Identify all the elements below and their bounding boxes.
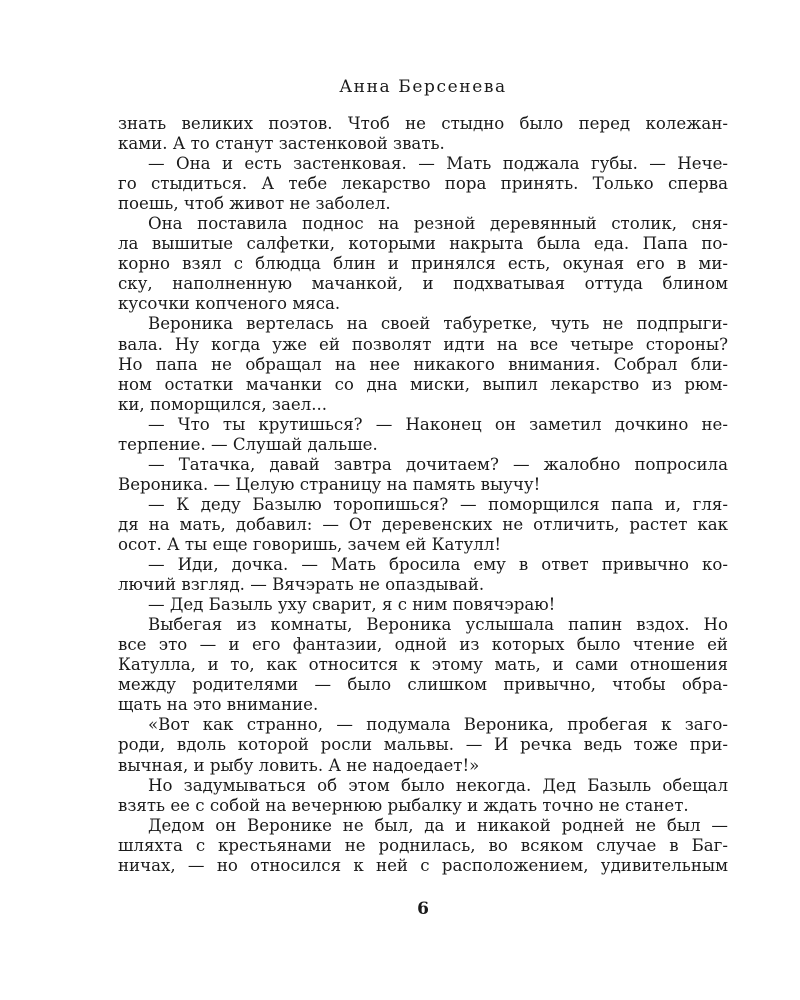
text-line: взять ее с собой на вечернюю рыбалку и ждать точно не станет. bbox=[118, 795, 689, 815]
text-line: Но задумываться об этом было некогда. Дед Базыль обещал bbox=[148, 775, 728, 795]
text-line: между родителями — было слишком привычно, чтобы обра- bbox=[118, 675, 728, 695]
text-line: Она поставила поднос на резной деревянный столик, сня- bbox=[148, 214, 728, 234]
text-line: шляхта с крестьянами не роднилась, во всяком случае в Баг- bbox=[118, 835, 728, 855]
text-line: Вероника. — Целую страницу на память выучу! bbox=[118, 474, 541, 494]
text-line: вала. Ну когда уже ей позволят идти на все четыре стороны? bbox=[118, 334, 728, 354]
text-line: дя на мать, добавил: — От деревенских не отличить, растет как bbox=[118, 514, 728, 534]
text-line: — Иди, дочка. — Мать бросила ему в ответ привычно ко- bbox=[148, 555, 728, 575]
text-line: Дедом он Веронике не был, да и никакой родней не был — bbox=[148, 815, 728, 835]
body-text bbox=[118, 114, 728, 876]
text-line: ки, поморщился, заел... bbox=[118, 394, 328, 414]
text-line: осот. А ты еще говоришь, зачем ей Катулл! bbox=[118, 534, 502, 554]
text-line: кусочки копченого мяса. bbox=[118, 294, 341, 314]
text-line: ном остатки мачанки со дна миски, выпил лекарство из рюм- bbox=[118, 374, 728, 394]
text-line: корно взял с блюдца блин и принялся есть, окуная его в ми- bbox=[118, 254, 728, 274]
text-line: — Она и есть застенковая. — Мать поджала губы. — Нече- bbox=[148, 154, 728, 174]
text-line: «Вот как странно, — подумала Вероника, пробегая к заго- bbox=[148, 715, 728, 735]
text-line: все это — и его фантазии, одной из которых было чтение ей bbox=[118, 635, 728, 655]
book-page bbox=[118, 0, 728, 1000]
text-line: Но папа не обращал на нее никакого внимания. Собрал бли- bbox=[118, 354, 728, 374]
text-line: ками. А то станут застенковой звать. bbox=[118, 134, 445, 154]
text-line: терпение. — Слушай дальше. bbox=[118, 434, 378, 454]
text-line: ску, наполненную мачанкой, и подхватывая оттуда блином bbox=[118, 274, 728, 294]
text-line: — К деду Базылю торопишься? — поморщился папа и, гля- bbox=[148, 494, 728, 514]
text-line: знать великих поэтов. Чтоб не стыдно было перед колежан- bbox=[118, 114, 728, 133]
text-line: — Дед Базыль уху сварит, я с ним повячэраю! bbox=[148, 595, 556, 615]
text-line: роди, вдоль которой росли мальвы. — И речка ведь тоже при- bbox=[118, 735, 728, 755]
page-number: 6 bbox=[417, 899, 429, 919]
text-line: ла вышитые салфетки, которыми накрыта была еда. Папа по- bbox=[118, 234, 728, 254]
text-line: поешь, чтоб живот не заболел. bbox=[118, 194, 391, 214]
running-head-author: Анна Берсенева bbox=[339, 77, 507, 97]
text-line: — Татачка, давай завтра дочитаем? — жалобно попросила bbox=[148, 454, 728, 474]
text-line: щать на это внимание. bbox=[118, 695, 319, 715]
text-line: вычная, и рыбу ловить. А не надоедает!» bbox=[118, 755, 480, 775]
text-line: Вероника вертелась на своей табуретке, чуть не подпрыги- bbox=[148, 314, 728, 334]
text-line: Выбегая из комнаты, Вероника услышала папин вздох. Но bbox=[148, 615, 728, 635]
text-line: лючий взгляд. — Вячэрать не опаздывай. bbox=[118, 575, 485, 595]
text-line: — Что ты крутишься? — Наконец он заметил дочкино не- bbox=[148, 414, 728, 434]
text-line: Катулла, и то, как относится к этому мать, и сами отношения bbox=[118, 655, 728, 675]
text-line: го стыдиться. А тебе лекарство пора принять. Только сперва bbox=[118, 174, 728, 194]
text-line: ничах, — но относился к ней с расположением, удивительным bbox=[118, 855, 728, 875]
